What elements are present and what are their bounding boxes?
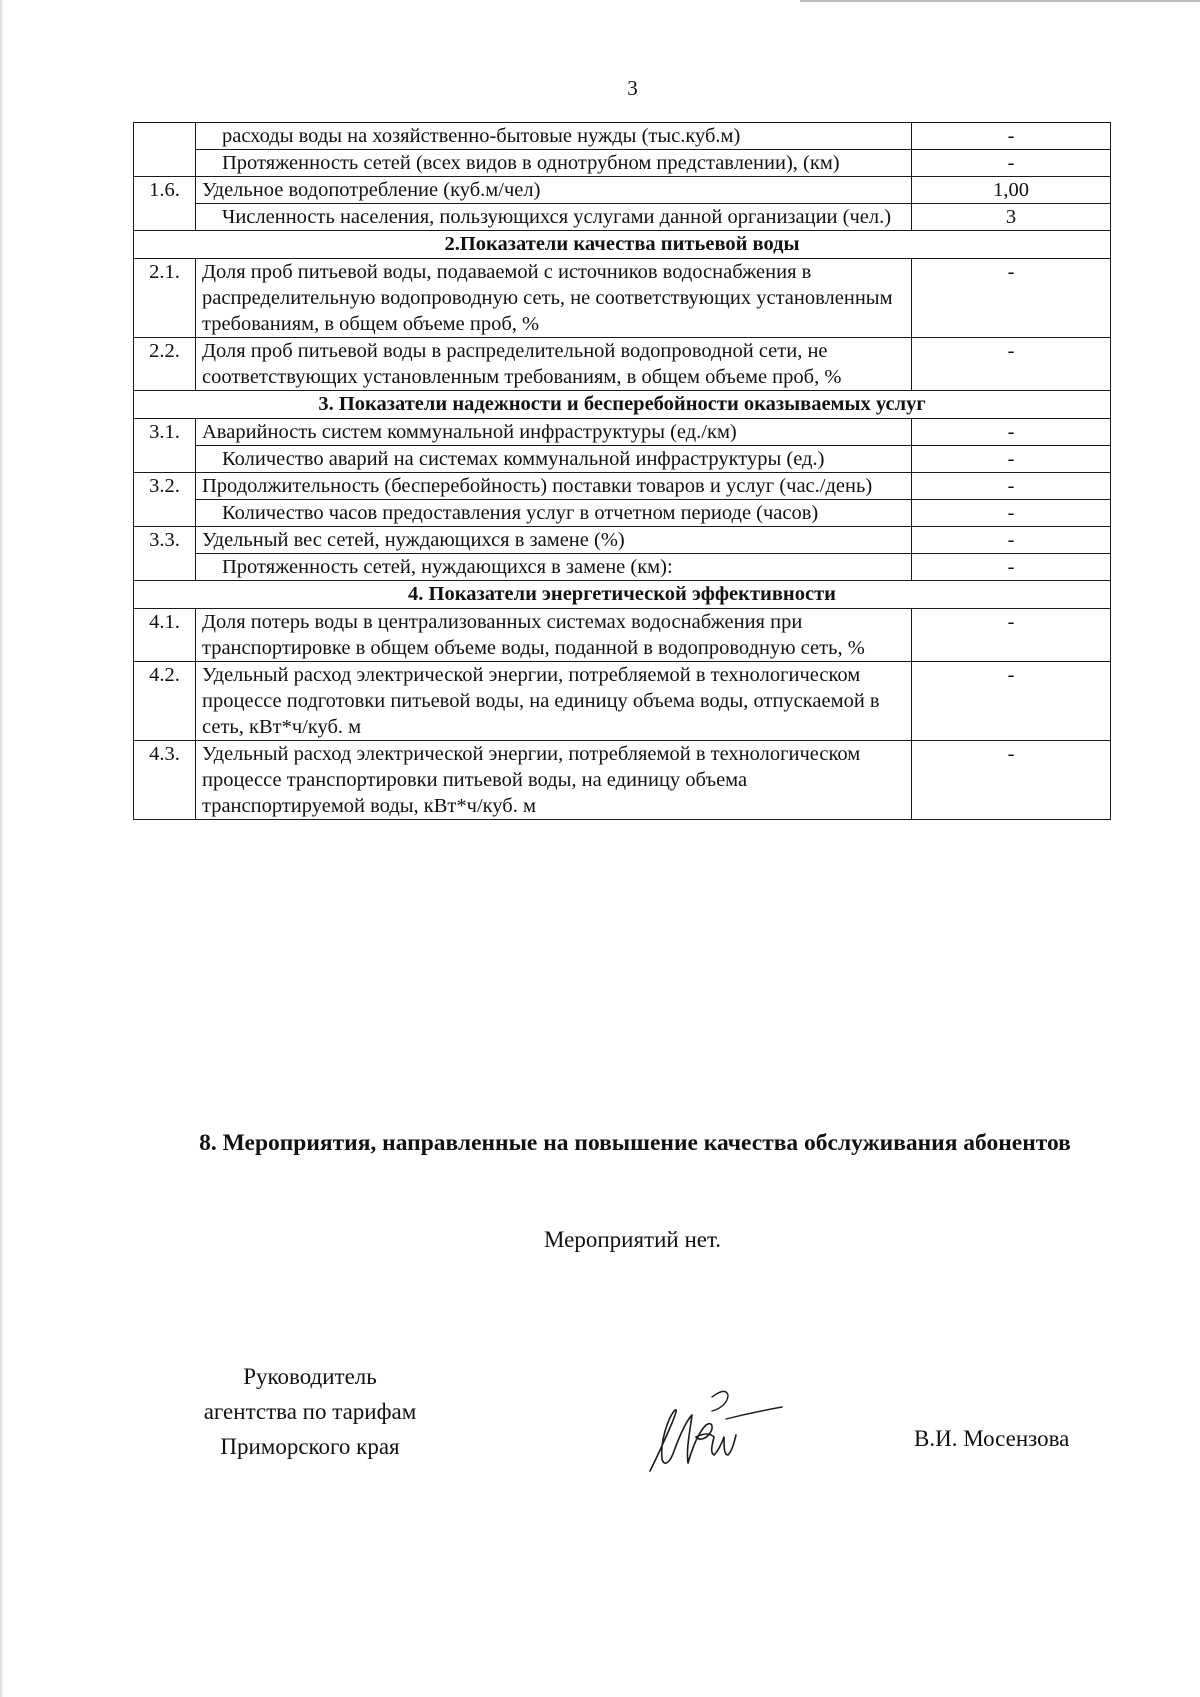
row-text: Протяженность сетей, нуждающихся в замене (км): [196,554,912,581]
row-text: Протяженность сетей (всех видов в однотрубном представлении), (км) [196,150,912,177]
indicators-table [133,122,1111,820]
row-text: Количество аварий на системах коммунальной инфраструктуры (ед.) [196,446,912,473]
table-row [134,554,1111,581]
row-number: 3.2. [134,473,196,527]
row-text: Удельный вес сетей, нуждающихся в замене (%) [196,527,912,554]
row-value: 3 [912,204,1111,231]
row-value: - [912,150,1111,177]
signatory-position-line: агентства по тарифам [203,1399,417,1424]
row-text: Численность населения, пользующихся услугами данной организации (чел.) [196,204,912,231]
table-row [134,150,1111,177]
section-row [134,231,1111,259]
table-row [134,609,1111,662]
row-number: 2.2. [134,338,196,391]
row-number: 4.1. [134,609,196,662]
row-value: - [912,259,1111,338]
row-value: - [912,741,1111,820]
signatory-position [160,1359,460,1464]
row-text: Аварийность систем коммунальной инфраструктуры (ед./км) [196,419,912,446]
row-value: - [912,446,1111,473]
table-row [134,204,1111,231]
row-number: 3.3. [134,527,196,581]
row-number [134,123,196,177]
row-text: Доля потерь воды в централизованных системах водоснабжения при транспортировке в общем объеме воды, поданной в водопроводную сеть, % [196,609,912,662]
row-number: 1.6. [134,177,196,231]
table-row [134,338,1111,391]
row-text: Доля проб питьевой воды, подаваемой с источников водоснабжения в распределительную водопроводную сеть, не соответствующих установленным требованиям, в общем объеме проб, % [196,259,912,338]
section-row [134,581,1111,609]
measures-text: Мероприятий нет. [543,1227,722,1252]
table-row [134,259,1111,338]
row-value: 1,00 [912,177,1111,204]
row-value: - [912,500,1111,527]
section-heading: 3. Показатели надежности и бесперебойности оказываемых услуг [134,391,1111,419]
row-value: - [912,662,1111,741]
section-row [134,391,1111,419]
table-row [134,473,1111,500]
row-number: 2.1. [134,259,196,338]
section-heading: 4. Показатели энергетической эффективности [134,581,1111,609]
row-text: расходы воды на хозяйственно-бытовые нужды (тыс.куб.м) [196,123,912,150]
handwritten-signature [630,1375,790,1485]
row-value: - [912,123,1111,150]
row-value: - [912,473,1111,500]
row-value: - [912,554,1111,581]
table-row [134,446,1111,473]
table-row [134,662,1111,741]
row-number: 3.1. [134,419,196,473]
table-row [134,741,1111,820]
row-text: Удельный расход электрической энергии, потребляемой в технологическом процессе подготовки питьевой воды, на единицу объема воды, отпускаемой в сеть, кВт*ч/куб. м [196,662,912,741]
row-text: Доля проб питьевой воды в распределительной водопроводной сети, не соответствующих установленным требованиям, в общем объеме проб, % [196,338,912,391]
page-number: 3 [627,76,638,100]
table-row [134,419,1111,446]
row-value: - [912,527,1111,554]
row-text: Количество часов предоставления услуг в отчетном периоде (часов) [196,500,912,527]
row-text: Продолжительность (бесперебойность) поставки товаров и услуг (час./день) [196,473,912,500]
scan-edge-shadow [0,0,4,1697]
table-row [134,177,1111,204]
section-heading: 2.Показатели качества питьевой воды [134,231,1111,259]
measures-heading: 8. Мероприятия, направленные на повышение качества обслуживания абонентов [199,1130,1071,1156]
scan-top-line [800,0,1200,2]
row-value: - [912,609,1111,662]
row-number: 4.2. [134,662,196,741]
row-value: - [912,419,1111,446]
row-text: Удельное водопотребление (куб.м/чел) [196,177,912,204]
table-row [134,527,1111,554]
signatory-position-line: Руководитель [243,1364,377,1389]
table-row [134,123,1111,150]
row-value: - [912,338,1111,391]
signatory-position-line: Приморского края [220,1434,400,1459]
row-number: 4.3. [134,741,196,820]
row-text: Удельный расход электрической энергии, потребляемой в технологическом процессе транспортировки питьевой воды, на единицу объема транспортируемой воды, кВт*ч/куб. м [196,741,912,820]
signatory-name: В.И. Мосензова [914,1426,1070,1451]
table-row [134,500,1111,527]
